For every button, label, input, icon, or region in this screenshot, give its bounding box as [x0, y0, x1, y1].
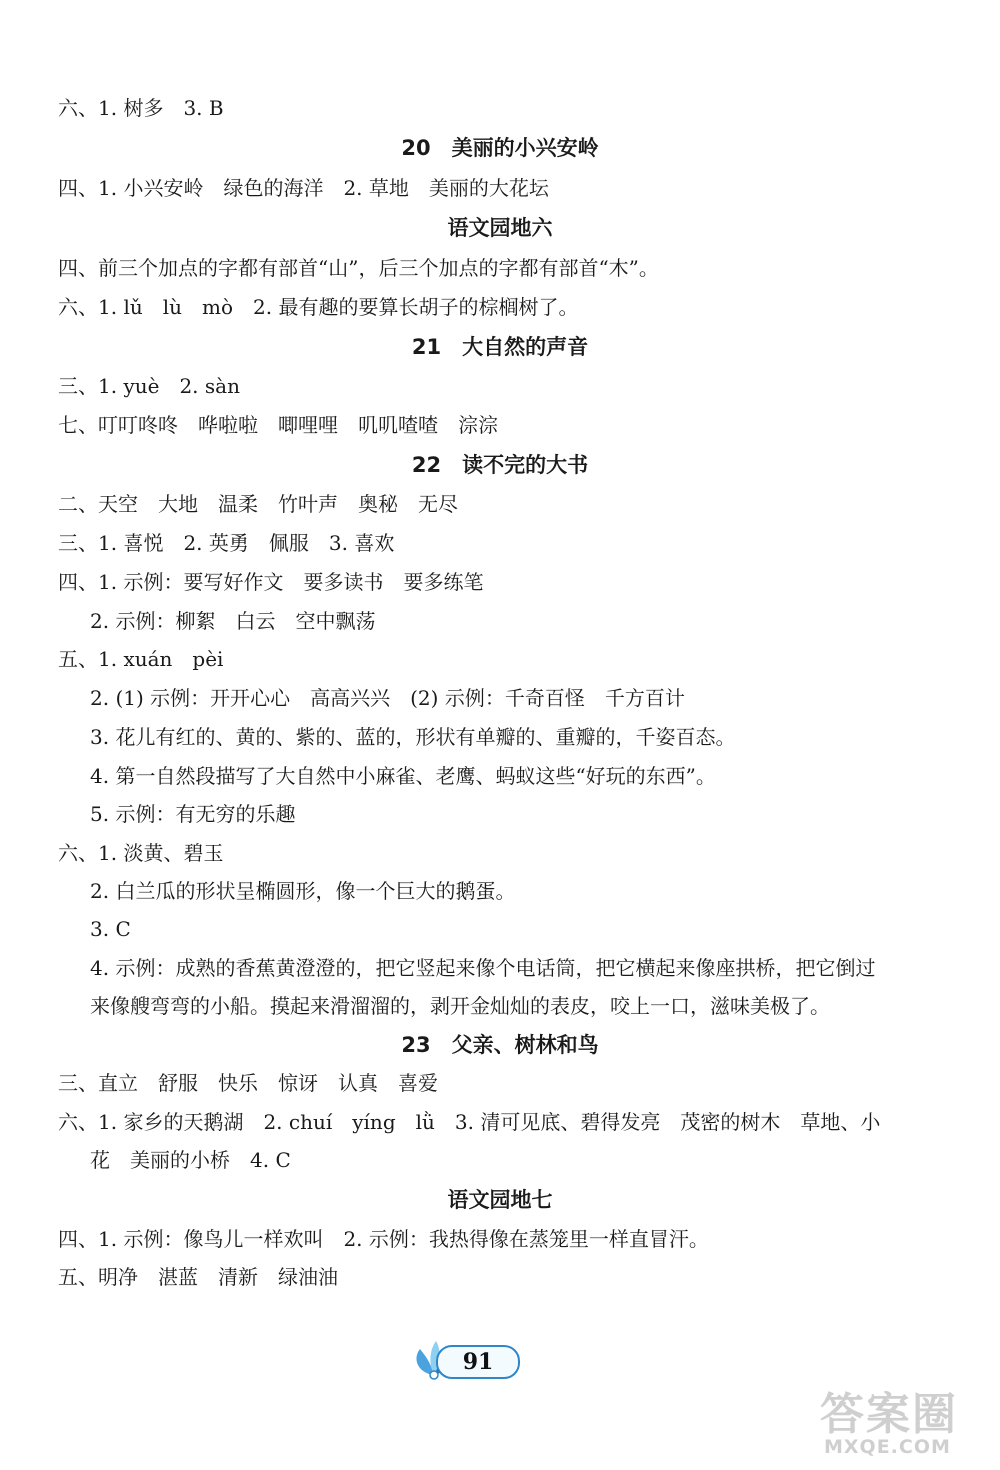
- lesson-heading: 22 读不完的大书: [411, 453, 589, 477]
- answer-line: 2. (1) 示例：开开心心 高高兴兴 (2) 示例：千奇百怪 千方百计: [90, 686, 685, 710]
- answer-line: 六、1. 家乡的天鹅湖 2. chuí yíng lǜ 3. 清可见底、碧得发亮 茂密的树木 草地、小: [58, 1110, 881, 1134]
- answer-line: 二、天空 大地 温柔 竹叶声 奥秘 无尽: [58, 492, 458, 516]
- answer-line: 三、1. 喜悦 2. 英勇 佩服 3. 喜欢: [58, 531, 395, 555]
- answer-line: 五、明净 湛蓝 清新 绿油油: [58, 1265, 338, 1289]
- answer-line: 花 美丽的小桥 4. C: [90, 1148, 291, 1172]
- watermark-title: 答案圈: [820, 1389, 958, 1440]
- answer-line: 六、1. 淡黄、碧玉: [58, 841, 224, 865]
- answer-line: 六、1. lǔ lù mò 2. 最有趣的要算长胡子的棕榈树了。: [58, 295, 579, 319]
- answer-line: 七、叮叮咚咚 哗啦啦 唧哩哩 叽叽喳喳 淙淙: [58, 413, 498, 437]
- watermark-logo: [810, 1370, 995, 1465]
- answer-line: 四、1. 示例：要写好作文 要多读书 要多练笔: [58, 570, 484, 594]
- answer-line: 四、前三个加点的字都有部首“山”，后三个加点的字都有部首“木”。: [58, 256, 659, 280]
- answer-line: 3. 花儿有红的、黄的、紫的、蓝的，形状有单瓣的、重瓣的，千姿百态。: [90, 725, 736, 749]
- answer-line: 三、1. yuè 2. sàn: [58, 374, 240, 398]
- lesson-heading: 21 大自然的声音: [411, 335, 589, 359]
- section-heading: 语文园地六: [447, 216, 553, 240]
- answer-line: 六、1. 树多 3. B: [58, 96, 224, 120]
- lesson-heading: 23 父亲、树林和鸟: [401, 1033, 599, 1057]
- answer-line: 来像艘弯弯的小船。摸起来滑溜溜的，剥开金灿灿的表皮，咬上一口，滋味美极了。: [90, 994, 830, 1018]
- answer-line: 2. 白兰瓜的形状呈椭圆形，像一个巨大的鹅蛋。: [90, 879, 516, 903]
- section-heading: 语文园地七: [447, 1188, 553, 1212]
- lesson-heading: 20 美丽的小兴安岭: [401, 136, 599, 160]
- answer-line: 三、直立 舒服 快乐 惊讶 认真 喜爱: [58, 1071, 438, 1095]
- answer-line: 五、1. xuán pèi: [58, 647, 224, 671]
- answer-line: 四、1. 示例：像鸟儿一样欢叫 2. 示例：我热得像在蒸笼里一样直冒汗。: [58, 1227, 709, 1251]
- answer-line: 2. 示例：柳絮 白云 空中飘荡: [90, 609, 376, 633]
- watermark-url: MXQE.COM: [824, 1436, 951, 1458]
- page-number-badge: [408, 1335, 528, 1383]
- answer-line: 3. C: [90, 917, 131, 941]
- answer-line: 4. 示例：成熟的香蕉黄澄澄的，把它竖起来像个电话筒，把它横起来像座拱桥，把它倒过: [90, 956, 876, 980]
- answer-line: 四、1. 小兴安岭 绿色的海洋 2. 草地 美丽的大花坛: [58, 176, 549, 200]
- page-number: 91: [436, 1345, 520, 1379]
- answer-line: 5. 示例：有无穷的乐趣: [90, 802, 296, 826]
- answer-line: 4. 第一自然段描写了大自然中小麻雀、老鹰、蚂蚁这些“好玩的东西”。: [90, 764, 716, 788]
